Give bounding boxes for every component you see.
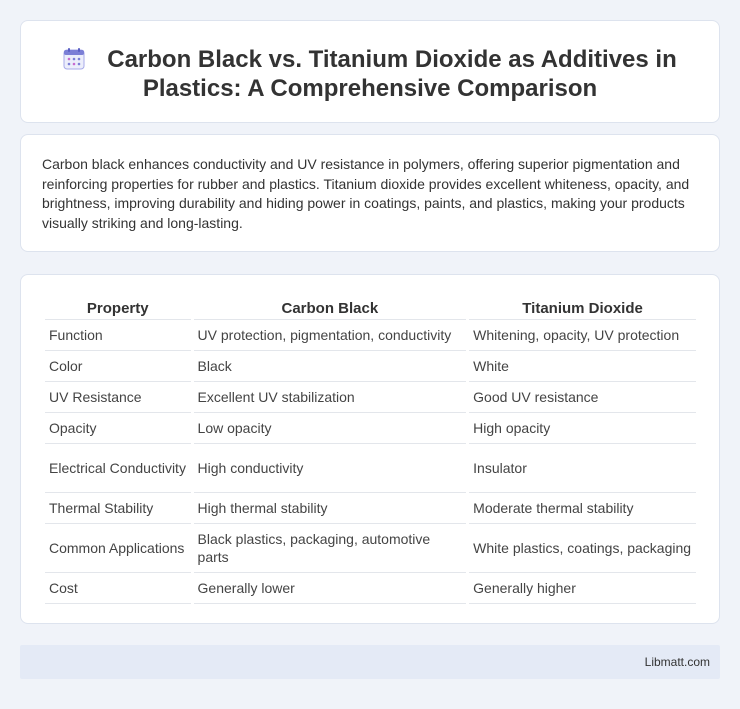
header-property: Property [45,295,191,320]
cell-carbon-black: Low opacity [194,413,467,444]
cell-titanium-dioxide: Insulator [469,444,696,493]
cell-property: Function [45,320,191,351]
header-carbon-black: Carbon Black [194,295,467,320]
cell-carbon-black: UV protection, pigmentation, conductivity [194,320,467,351]
cell-titanium-dioxide: High opacity [469,413,696,444]
cell-titanium-dioxide: Moderate thermal stability [469,493,696,524]
table-row [45,493,696,524]
comparison-card [20,274,720,624]
cell-property: Cost [45,573,191,604]
cell-carbon-black: High thermal stability [194,493,467,524]
table-row [45,382,696,413]
table-row [45,524,696,573]
table-row [45,573,696,604]
cell-property: Color [45,351,191,382]
cell-titanium-dioxide: Good UV resistance [469,382,696,413]
page-title-text: Carbon Black vs. Titanium Dioxide as Additives in Plastics: A Comprehensive Comparison [107,46,677,102]
intro-card [20,134,720,252]
cell-carbon-black: Black [194,351,467,382]
table-row [45,320,696,351]
table-row [45,351,696,382]
cell-property: Electrical Conductivity [45,444,191,493]
cell-property: UV Resistance [45,382,191,413]
cell-carbon-black: High conductivity [194,444,467,493]
cell-carbon-black: Generally lower [194,573,467,604]
footer-bar [20,645,720,679]
cell-titanium-dioxide: White [469,351,696,382]
comparison-table [42,295,699,604]
cell-property: Thermal Stability [45,493,191,524]
cell-carbon-black: Excellent UV stabilization [194,382,467,413]
table-row [45,413,696,444]
cell-property: Opacity [45,413,191,444]
header-titanium-dioxide: Titanium Dioxide [469,295,696,320]
cell-titanium-dioxide: Whitening, opacity, UV protection [469,320,696,351]
cell-titanium-dioxide: White plastics, coatings, packaging [469,524,696,573]
table-row [45,444,696,493]
intro-paragraph: Carbon black enhances conductivity and UV resistance in polymers, offering superior pigmentation and reinforcing properties for rubber and plastics. Titanium dioxide provides excellent whiteness, opacity, and brightness, improving durability and hiding power in coatings, paints, and plastics, making your products visually striking and long-lasting. [42,156,690,231]
cell-titanium-dioxide: Generally higher [469,573,696,604]
cell-carbon-black: Black plastics, packaging, automotive parts [194,524,467,573]
header-card [20,20,720,123]
table-header-row [45,295,696,320]
footer-brand[interactable]: Libmatt.com [644,655,710,669]
page-title [21,45,719,103]
calendar-icon [63,48,85,70]
cell-property: Common Applications [45,524,191,573]
